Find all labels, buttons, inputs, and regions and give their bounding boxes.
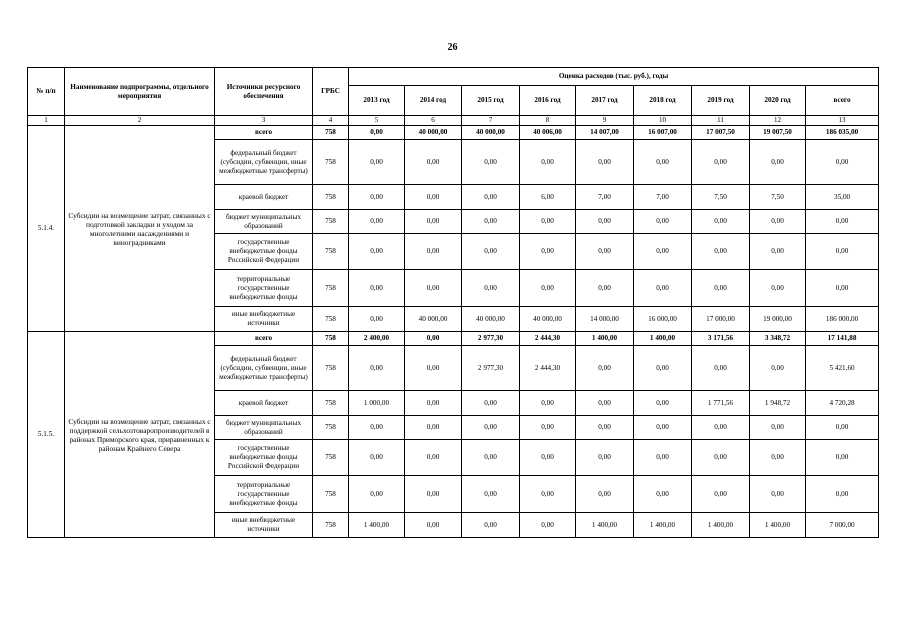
year-value: 0,00 bbox=[349, 185, 405, 210]
year-value: 0,00 bbox=[462, 513, 520, 538]
year-value: 17 007,50 bbox=[692, 126, 750, 140]
year-value: 2 977,30 bbox=[462, 332, 520, 346]
header-grbs: ГРБС bbox=[313, 68, 349, 116]
year-value: 0,00 bbox=[405, 346, 462, 391]
grbs-code: 758 bbox=[313, 513, 349, 538]
total-value: 0,00 bbox=[806, 416, 879, 440]
header-year: 2019 год bbox=[692, 86, 750, 116]
grbs-code: 758 bbox=[313, 234, 349, 270]
year-value: 0,00 bbox=[405, 270, 462, 307]
year-value: 0,00 bbox=[349, 270, 405, 307]
year-value: 0,00 bbox=[750, 234, 806, 270]
year-value: 0,00 bbox=[405, 416, 462, 440]
year-value: 0,00 bbox=[349, 346, 405, 391]
year-value: 0,00 bbox=[634, 346, 692, 391]
header-year: 2015 год bbox=[462, 86, 520, 116]
year-value: 0,00 bbox=[576, 391, 634, 416]
year-value: 3 348,72 bbox=[750, 332, 806, 346]
year-value: 0,00 bbox=[576, 346, 634, 391]
year-value: 14 007,00 bbox=[576, 126, 634, 140]
year-value: 1 400,00 bbox=[692, 513, 750, 538]
grbs-code: 758 bbox=[313, 140, 349, 185]
year-value: 0,00 bbox=[462, 185, 520, 210]
year-value: 0,00 bbox=[462, 416, 520, 440]
column-index: 5 bbox=[349, 116, 405, 126]
funding-source: территориальные государственные внебюджетные фонды bbox=[215, 476, 313, 513]
year-value: 40 000,00 bbox=[405, 126, 462, 140]
year-value: 0,00 bbox=[634, 440, 692, 476]
year-value: 0,00 bbox=[750, 476, 806, 513]
year-value: 0,00 bbox=[405, 210, 462, 234]
total-value: 5 421,60 bbox=[806, 346, 879, 391]
year-value: 1 400,00 bbox=[634, 513, 692, 538]
year-value: 0,00 bbox=[692, 440, 750, 476]
year-value: 0,00 bbox=[349, 440, 405, 476]
year-value: 0,00 bbox=[692, 476, 750, 513]
year-value: 0,00 bbox=[634, 416, 692, 440]
year-value: 0,00 bbox=[692, 234, 750, 270]
funding-source: государственные внебюджетные фонды Российской Федерации bbox=[215, 234, 313, 270]
year-value: 0,00 bbox=[576, 270, 634, 307]
year-value: 0,00 bbox=[692, 416, 750, 440]
header-year: 2020 год bbox=[750, 86, 806, 116]
funding-source: бюджет муниципальных образований bbox=[215, 416, 313, 440]
column-index: 12 bbox=[750, 116, 806, 126]
header-name: Наименование подпрограммы, отдельного мероприятия bbox=[65, 68, 215, 116]
year-value: 40 000,00 bbox=[520, 307, 576, 332]
total-value: 0,00 bbox=[806, 140, 879, 185]
year-value: 19 007,50 bbox=[750, 126, 806, 140]
year-value: 1 400,00 bbox=[576, 513, 634, 538]
budget-table bbox=[27, 67, 879, 538]
year-value: 0,00 bbox=[462, 391, 520, 416]
grbs-code: 758 bbox=[313, 210, 349, 234]
year-value: 0,00 bbox=[520, 476, 576, 513]
total-value: 0,00 bbox=[806, 270, 879, 307]
year-value: 0,00 bbox=[520, 234, 576, 270]
year-value: 0,00 bbox=[405, 332, 462, 346]
column-index: 10 bbox=[634, 116, 692, 126]
year-value: 0,00 bbox=[349, 210, 405, 234]
year-value: 0,00 bbox=[750, 440, 806, 476]
funding-source: всего bbox=[215, 332, 313, 346]
total-value: 17 141,88 bbox=[806, 332, 879, 346]
funding-source: федеральный бюджет (субсидии, субвенции, иные межбюджетные трансферты) bbox=[215, 346, 313, 391]
grbs-code: 758 bbox=[313, 270, 349, 307]
header-year: 2018 год bbox=[634, 86, 692, 116]
year-value: 1 000,00 bbox=[349, 391, 405, 416]
grbs-code: 758 bbox=[313, 332, 349, 346]
total-value: 0,00 bbox=[806, 476, 879, 513]
funding-source: всего bbox=[215, 126, 313, 140]
year-value: 0,00 bbox=[692, 140, 750, 185]
item-number: 5.1.5. bbox=[28, 332, 65, 538]
funding-source: краевой бюджет bbox=[215, 391, 313, 416]
year-value: 40 000,00 bbox=[462, 307, 520, 332]
item-name: Субсидии на возмещение затрат, связанных с поддержкой сельхозтоваропроизводителей в районах Приморского края, приравненных к районам Крайнего Севера bbox=[65, 332, 215, 538]
column-index: 1 bbox=[28, 116, 65, 126]
year-value: 0,00 bbox=[692, 270, 750, 307]
year-value: 1 400,00 bbox=[634, 332, 692, 346]
year-value: 0,00 bbox=[520, 416, 576, 440]
year-value: 0,00 bbox=[349, 416, 405, 440]
grbs-code: 758 bbox=[313, 185, 349, 210]
year-value: 1 400,00 bbox=[750, 513, 806, 538]
funding-source: иные внебюджетные источники bbox=[215, 513, 313, 538]
funding-source: бюджет муниципальных образований bbox=[215, 210, 313, 234]
header-year: 2014 год bbox=[405, 86, 462, 116]
funding-source: федеральный бюджет (субсидии, субвенции, иные межбюджетные трансферты) bbox=[215, 140, 313, 185]
item-number: 5.1.4. bbox=[28, 126, 65, 332]
year-value: 0,00 bbox=[634, 140, 692, 185]
grbs-code: 758 bbox=[313, 440, 349, 476]
year-value: 3 171,56 bbox=[692, 332, 750, 346]
column-index: 3 bbox=[215, 116, 313, 126]
year-value: 17 000,00 bbox=[692, 307, 750, 332]
year-value: 0,00 bbox=[520, 210, 576, 234]
year-value: 0,00 bbox=[750, 270, 806, 307]
total-value: 4 720,28 bbox=[806, 391, 879, 416]
funding-source: краевой бюджет bbox=[215, 185, 313, 210]
header-year: 2017 год bbox=[576, 86, 634, 116]
grbs-code: 758 bbox=[313, 126, 349, 140]
year-value: 0,00 bbox=[349, 126, 405, 140]
year-value: 0,00 bbox=[520, 440, 576, 476]
year-value: 0,00 bbox=[462, 210, 520, 234]
header-group-title: Оценка расходов (тыс. руб.), годы bbox=[349, 68, 879, 86]
year-value: 0,00 bbox=[576, 440, 634, 476]
column-index: 2 bbox=[65, 116, 215, 126]
funding-source: иные внебюджетные источники bbox=[215, 307, 313, 332]
year-value: 0,00 bbox=[750, 416, 806, 440]
year-value: 0,00 bbox=[405, 140, 462, 185]
column-index: 13 bbox=[806, 116, 879, 126]
total-value: 35,00 bbox=[806, 185, 879, 210]
header-source: Источники ресурсного обеспечения bbox=[215, 68, 313, 116]
column-index: 8 bbox=[520, 116, 576, 126]
year-value: 1 400,00 bbox=[576, 332, 634, 346]
year-value: 6,00 bbox=[520, 185, 576, 210]
year-value: 40 000,00 bbox=[405, 307, 462, 332]
column-index: 6 bbox=[405, 116, 462, 126]
column-index: 11 bbox=[692, 116, 750, 126]
year-value: 2 400,00 bbox=[349, 332, 405, 346]
year-value: 40 000,00 bbox=[462, 126, 520, 140]
year-value: 0,00 bbox=[405, 513, 462, 538]
total-value: 0,00 bbox=[806, 234, 879, 270]
year-value: 0,00 bbox=[750, 140, 806, 185]
total-value: 186 000,00 bbox=[806, 307, 879, 332]
year-value: 19 000,00 bbox=[750, 307, 806, 332]
year-value: 2 444,30 bbox=[520, 346, 576, 391]
column-index: 9 bbox=[576, 116, 634, 126]
year-value: 2 977,30 bbox=[462, 346, 520, 391]
grbs-code: 758 bbox=[313, 476, 349, 513]
year-value: 40 006,00 bbox=[520, 126, 576, 140]
grbs-code: 758 bbox=[313, 416, 349, 440]
year-value: 14 000,00 bbox=[576, 307, 634, 332]
year-value: 0,00 bbox=[405, 234, 462, 270]
column-index: 7 bbox=[462, 116, 520, 126]
year-value: 0,00 bbox=[462, 476, 520, 513]
year-value: 0,00 bbox=[634, 210, 692, 234]
funding-source: государственные внебюджетные фонды Российской Федерации bbox=[215, 440, 313, 476]
header-no: № п/п bbox=[28, 68, 65, 116]
year-value: 0,00 bbox=[634, 391, 692, 416]
year-value: 0,00 bbox=[520, 140, 576, 185]
year-value: 0,00 bbox=[576, 140, 634, 185]
year-value: 2 444,30 bbox=[520, 332, 576, 346]
year-value: 0,00 bbox=[692, 346, 750, 391]
year-value: 0,00 bbox=[634, 234, 692, 270]
year-value: 7,50 bbox=[750, 185, 806, 210]
year-value: 0,00 bbox=[520, 391, 576, 416]
year-value: 0,00 bbox=[462, 270, 520, 307]
year-value: 0,00 bbox=[634, 476, 692, 513]
year-value: 0,00 bbox=[349, 307, 405, 332]
column-index: 4 bbox=[313, 116, 349, 126]
total-value: 0,00 bbox=[806, 210, 879, 234]
year-value: 0,00 bbox=[349, 234, 405, 270]
year-value: 0,00 bbox=[405, 391, 462, 416]
year-value: 0,00 bbox=[520, 270, 576, 307]
year-value: 0,00 bbox=[692, 210, 750, 234]
total-value: 7 000,00 bbox=[806, 513, 879, 538]
year-value: 0,00 bbox=[405, 476, 462, 513]
item-name: Субсидии на возмещение затрат, связанных с подготовкой закладки и уходом за многолетними насаждениями и виноградниками bbox=[65, 126, 215, 332]
year-value: 0,00 bbox=[576, 416, 634, 440]
total-value: 0,00 bbox=[806, 440, 879, 476]
year-value: 16 007,00 bbox=[634, 126, 692, 140]
year-value: 0,00 bbox=[462, 140, 520, 185]
year-value: 7,00 bbox=[634, 185, 692, 210]
header-year: 2016 год bbox=[520, 86, 576, 116]
year-value: 1 400,00 bbox=[349, 513, 405, 538]
table-row bbox=[28, 126, 879, 140]
total-value: 186 035,00 bbox=[806, 126, 879, 140]
year-value: 0,00 bbox=[576, 476, 634, 513]
grbs-code: 758 bbox=[313, 346, 349, 391]
year-value: 0,00 bbox=[520, 513, 576, 538]
year-value: 1 771,56 bbox=[692, 391, 750, 416]
table-row bbox=[28, 332, 879, 346]
year-value: 0,00 bbox=[576, 210, 634, 234]
grbs-code: 758 bbox=[313, 391, 349, 416]
year-value: 0,00 bbox=[405, 440, 462, 476]
year-value: 7,50 bbox=[692, 185, 750, 210]
year-value: 0,00 bbox=[634, 270, 692, 307]
year-value: 0,00 bbox=[349, 140, 405, 185]
year-value: 0,00 bbox=[750, 210, 806, 234]
header-year: 2013 год bbox=[349, 86, 405, 116]
year-value: 0,00 bbox=[405, 185, 462, 210]
header-year: всего bbox=[806, 86, 879, 116]
year-value: 0,00 bbox=[576, 234, 634, 270]
year-value: 7,00 bbox=[576, 185, 634, 210]
year-value: 0,00 bbox=[462, 440, 520, 476]
year-value: 0,00 bbox=[750, 346, 806, 391]
page-number: 26 bbox=[447, 42, 458, 53]
funding-source: территориальные государственные внебюджетные фонды bbox=[215, 270, 313, 307]
grbs-code: 758 bbox=[313, 307, 349, 332]
year-value: 16 000,00 bbox=[634, 307, 692, 332]
year-value: 1 948,72 bbox=[750, 391, 806, 416]
year-value: 0,00 bbox=[349, 476, 405, 513]
year-value: 0,00 bbox=[462, 234, 520, 270]
